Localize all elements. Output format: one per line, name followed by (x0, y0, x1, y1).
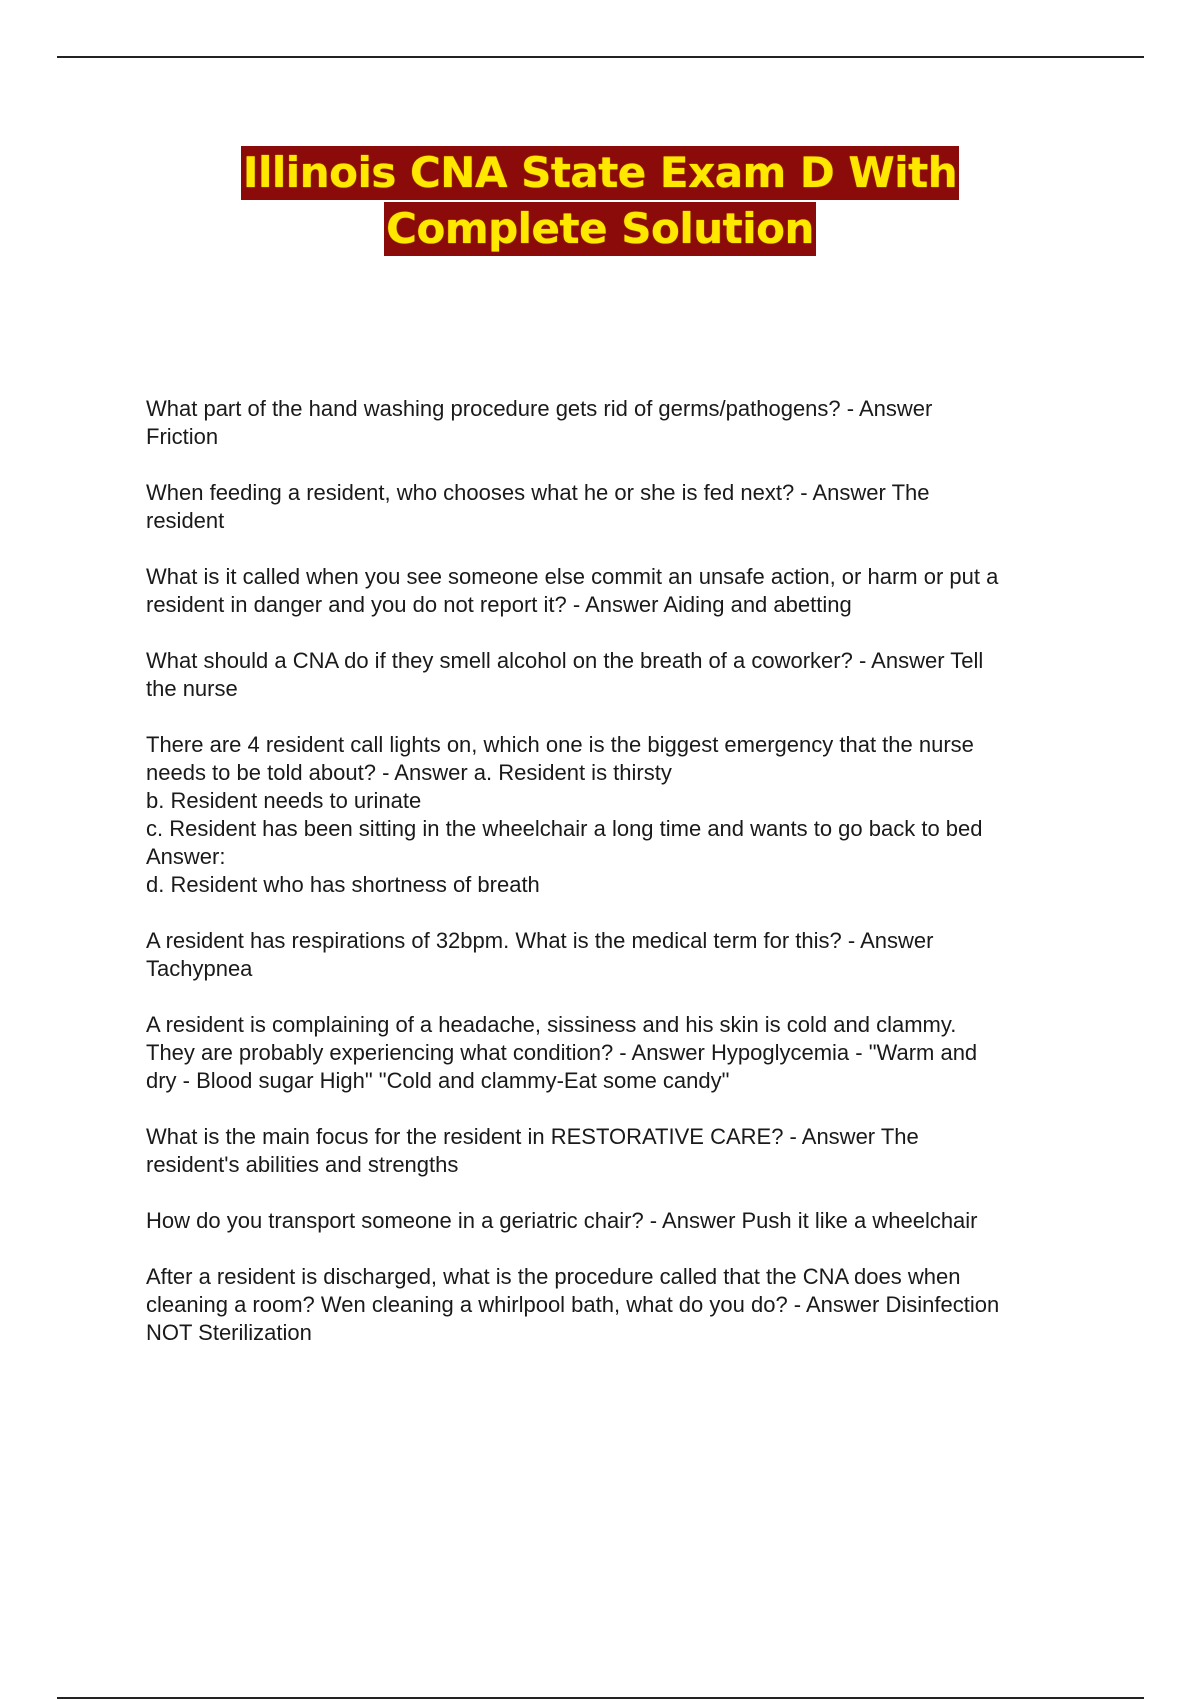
qa-item: After a resident is discharged, what is the procedure called that the CNA does when cleaning a room? Wen cleaning a whirlpool bath, what do you do? - Answer Disinfection NOT Sterilization (146, 1264, 1000, 1345)
qa-item: What part of the hand washing procedure gets rid of germs/pathogens? - Answer Friction (146, 396, 933, 449)
qa-item: What is it called when you see someone else commit an unsafe action, or harm or put a resident in danger and you do not report it? - Answer Aiding and abetting (146, 564, 999, 617)
header-rule (57, 56, 1144, 58)
qa-item: A resident has respirations of 32bpm. What is the medical term for this? - Answer Tachypnea (146, 928, 934, 981)
qa-item: There are 4 resident call lights on, which one is the biggest emergency that the nurse needs to be told about? - Answer a. Resident is thirsty b. Resident needs to urinate c. Resident has been sitting in the wheelchair a long time and wants to go back to bed Answer: d. Resident who has shortness of breath (146, 732, 983, 897)
document-title (0, 146, 1200, 256)
qa-item: What is the main focus for the resident in RESTORATIVE CARE? - Answer The resident's abilities and strengths (146, 1124, 919, 1177)
title-line-1: Illinois CNA State Exam D With (241, 146, 959, 200)
title-line-2: Complete Solution (384, 202, 816, 256)
qa-item: How do you transport someone in a geriatric chair? - Answer Push it like a wheelchair (146, 1208, 978, 1233)
qa-item: A resident is complaining of a headache, sissiness and his skin is cold and clammy. They are probably experiencing what condition? - Answer Hypoglycemia - "Warm and dry - Blood sugar High" "Cold and clammy-Eat some candy" (146, 1012, 978, 1093)
qa-item: What should a CNA do if they smell alcohol on the breath of a coworker? - Answer Tell the nurse (146, 648, 984, 701)
question-answer-list (146, 395, 1096, 1375)
qa-item: When feeding a resident, who chooses what he or she is fed next? - Answer The resident (146, 480, 930, 533)
footer-rule (57, 1697, 1144, 1699)
